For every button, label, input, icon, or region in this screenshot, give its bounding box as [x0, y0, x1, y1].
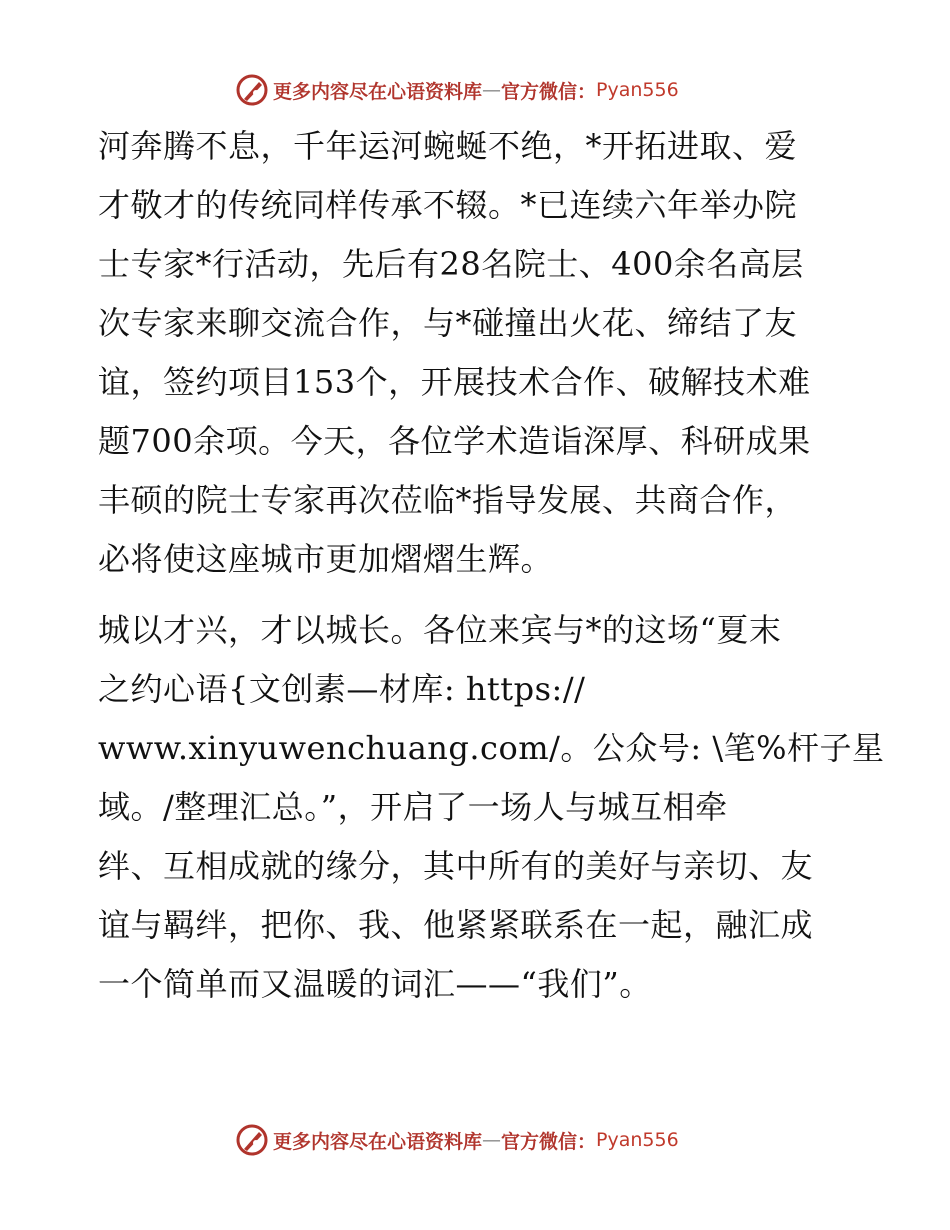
watermark-wechat-label: 官方微信：	[501, 80, 597, 103]
text-line: 绊、互相成就的缘分，其中所有的美好与亲切、友	[98, 847, 814, 885]
text-line: 河奔腾不息，千年运河蜿蜒不绝，*开拓进取、爱	[98, 127, 798, 165]
watermark-wechat-label: 官方微信：	[501, 1130, 597, 1153]
text-line: www.xinyuwenchuang.com/。公众号: \笔%杆子星	[98, 729, 885, 767]
pen-logo-icon	[235, 73, 269, 107]
watermark-title: 更多内容尽在心语资料库	[273, 1130, 483, 1153]
text-line: 才敬才的传统同样传承不辍。*已连续六年举办院	[98, 186, 798, 224]
text-line: 城以才兴，才以城长。各位来宾与*的这场“夏末	[98, 611, 782, 649]
pen-logo-icon	[235, 1123, 269, 1157]
watermark-title: 更多内容尽在心语资料库	[273, 80, 483, 103]
footer-watermark	[235, 1120, 755, 1160]
text-line: 一个简单而又温暖的词汇——“我们”。	[98, 965, 652, 1003]
text-line: 必将使这座城市更加熠熠生辉。	[98, 540, 554, 578]
text-line: 士专家*行活动，先后有28名院士、400余名高层	[98, 245, 804, 283]
text-line: 丰硕的院士专家再次莅临*指导发展、共商合作，	[98, 481, 798, 519]
text-line: 域。/整理汇总。”，开启了一场人与城互相牵	[98, 788, 728, 826]
text-line: 谊，签约项目153个，开展技术合作、破解技术难	[98, 363, 811, 401]
text-line: 之约心语{文创素—材库: https://	[98, 670, 586, 708]
watermark-wechat-id: Pyan556	[596, 79, 679, 101]
watermark-wechat-id: Pyan556	[596, 1129, 679, 1151]
watermark-dash: —	[482, 1129, 502, 1151]
text-line: 题700余项。今天，各位学术造诣深厚、科研成果	[98, 422, 811, 460]
watermark-dash: —	[482, 79, 502, 101]
header-watermark	[235, 70, 755, 110]
text-line: 谊与羁绊，把你、我、他紧紧联系在一起，融汇成	[98, 906, 814, 944]
text-line: 次专家来聊交流合作，与*碰撞出火花、缔结了友	[98, 304, 798, 342]
